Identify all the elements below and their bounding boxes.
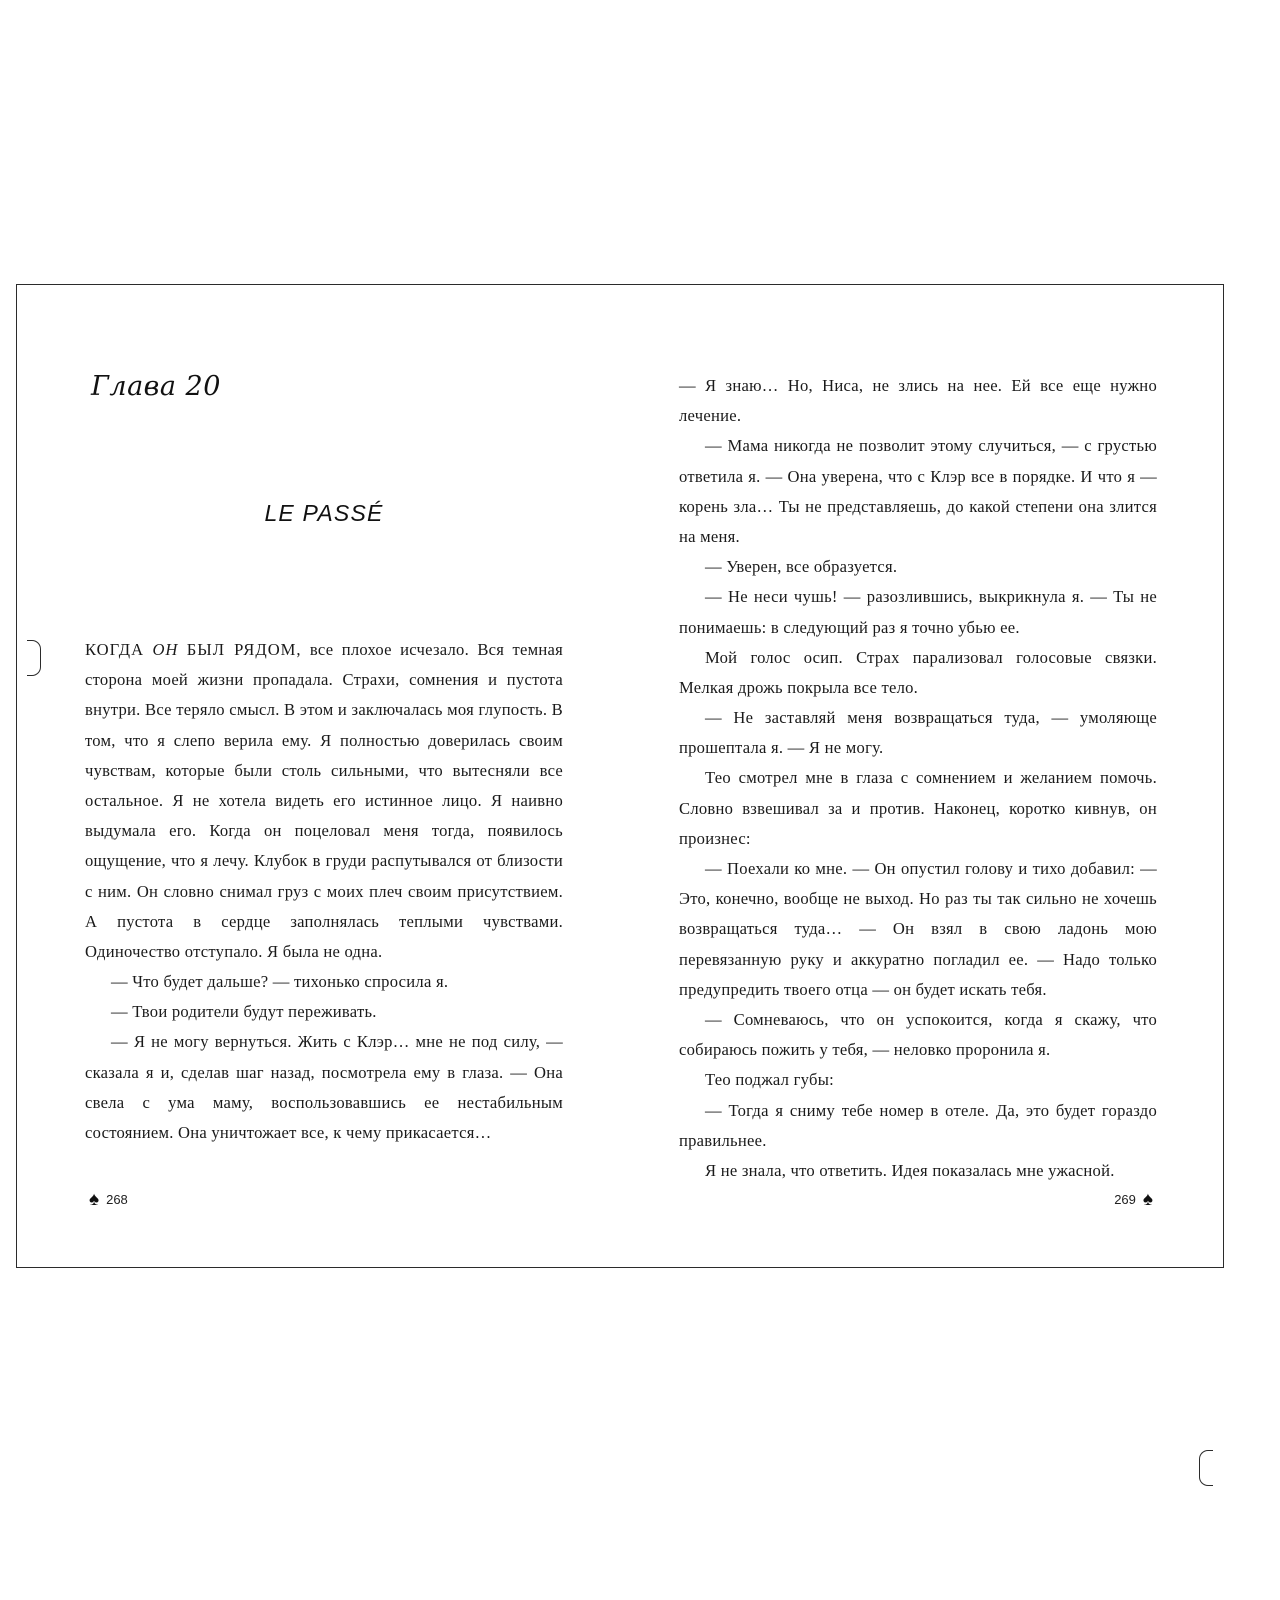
paragraph: — Что будет дальше? — тихонько спросила я.: [111, 972, 449, 992]
chapter-title: Глава 20: [91, 371, 221, 402]
page-number: 268: [106, 1192, 128, 1207]
paragraph: Тео поджал губы:: [705, 1070, 834, 1090]
binding-notch-right: [1199, 1450, 1213, 1486]
paragraph: — Поехали ко мне. — Он опустил голову и тихо добавил: — Это, конечно, вообще не выход. Но раз ты так сильно не хочешь возвращаться туда… — Он взял в свою ладонь мою перевязанную руку и аккуратно погладил ее. — Надо только предупредить твоего отца — он будет искать тебя.: [679, 859, 1157, 999]
paragraph: — Не неси чушь! — разозлившись, выкрикнула я. — Ты не понимаешь: в следующий раз я точно убью ее.: [679, 587, 1157, 637]
paragraph: — Я не могу вернуться. Жить с Клэр… мне не под силу, — сказала я и, сделав шаг назад, посмотрела ему в глаза. — Она свела с ума маму, воспользовавшись ее нестабильным состоянием. Она уничтожает все, к чему прикасается…: [85, 1032, 563, 1142]
spade-icon: ♠: [89, 1189, 100, 1210]
opening-smallcaps: КОГДА: [85, 640, 145, 659]
paragraph: Тео смотрел мне в глаза с сомнением и желанием помочь. Словно взвешивал за и против. Наконец, коротко кивнув, он произнес:: [679, 768, 1157, 848]
spade-icon: ♠: [1142, 1189, 1153, 1210]
paragraph: Я не знала, что ответить. Идея показалась мне ужасной.: [705, 1160, 1115, 1180]
folio-left: [89, 1190, 128, 1209]
paragraph: — Сомневаюсь, что он успокоится, когда я скажу, что собираюсь пожить у тебя, — неловко проронила я.: [679, 1009, 1157, 1060]
paragraph: — Уверен, все образуется.: [705, 557, 898, 577]
paragraph: Мой голос осип. Страх парализовал голосовые связки. Мелкая дрожь покрыла все тело.: [679, 647, 1157, 697]
opening-rest: все плохое исчезало. Вся темная сторона моей жизни пропадала. Страхи, сомнения и пустота внутри. Все теряло смысл. В этом и заключалась моя глупость. В том, что я слепо верила ему. Я полностью доверилась своим чувствам, которые были столь сильными, что вытесняли все остальное. Я не хотела видеть его истинное лицо. Я наивно выдумала его. Когда он поцеловал меня тогда, появилось ощущение, что я лечу. Клубок в груди распутывался от близости с ним. Он словно снимал груз с моих плеч своим присутствием. А пустота в сердце заполнялась теплыми чувствами. Одиночество отступало. Я была не одна.: [85, 640, 563, 961]
left-page-body: [85, 635, 563, 1148]
opening-smallcaps-tail: БЫЛ РЯДОМ,: [186, 640, 302, 659]
opening-smallcaps-italic: ОН: [152, 640, 179, 659]
left-page: [17, 285, 621, 1267]
chapter-subtitle: LE PASSÉ: [264, 500, 384, 526]
right-page: [621, 285, 1225, 1267]
paragraph-opening: [85, 635, 563, 967]
paragraph: — Не заставляй меня возвращаться туда, — умоляюще прошептала я. — Я не могу.: [679, 708, 1157, 758]
paragraph: — Тогда я сниму тебе номер в отеле. Да, это будет гораздо правильнее.: [679, 1100, 1157, 1150]
folio-right: [1114, 1190, 1153, 1209]
page-number: 269: [1114, 1192, 1136, 1207]
paragraph: — Мама никогда не позволит этому случиться, — с грустью ответила я. — Она уверена, что с Клэр все в порядке. И что я — корень зла… Ты не представляешь, до какой степени она злится на меня.: [679, 436, 1157, 546]
book-spread: [16, 284, 1224, 1268]
paragraph: — Твои родители будут переживать.: [111, 1002, 377, 1022]
paragraph: — Я знаю… Но, Ниса, не злись на нее. Ей все еще нужно лечение.: [679, 376, 1157, 426]
right-page-body: [679, 371, 1157, 1186]
